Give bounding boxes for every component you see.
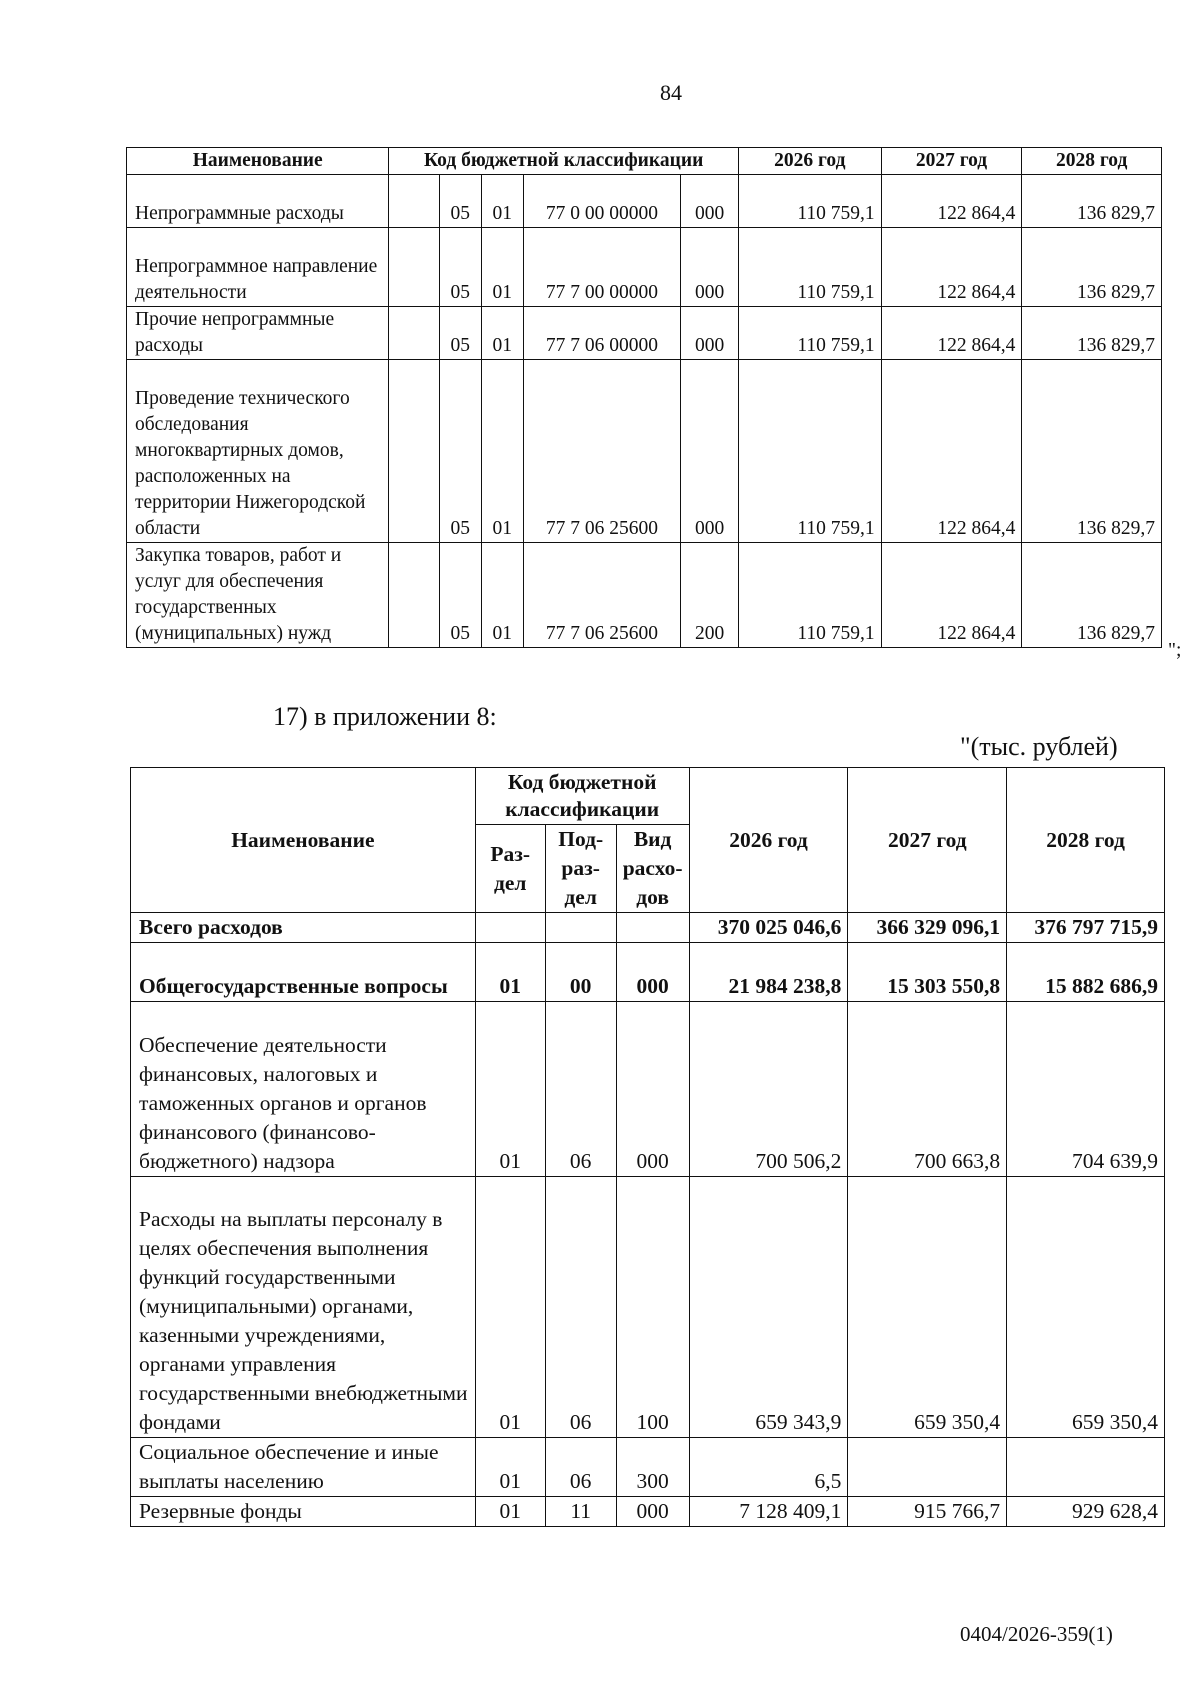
table-header-row (131, 768, 1165, 825)
row-name: Общегосударственные вопросы (131, 943, 476, 1002)
appendix-8-table (130, 767, 1165, 1527)
row-name: Проведение технического обследования многоквартирных домов, расположенных на территории Нижегородской области (127, 360, 389, 543)
value-2028 (1007, 1438, 1165, 1497)
row-name: Социальное обеспечение и иные выплаты населению (131, 1438, 476, 1497)
value-2027: 122 864,4 (881, 543, 1022, 648)
value-2028: 136 829,7 (1022, 175, 1162, 228)
value-2027: 122 864,4 (881, 175, 1022, 228)
table-row-total (131, 913, 1165, 943)
subsection-code: 01 (481, 175, 523, 228)
header-code-group: Код бюджетной классификации (475, 768, 689, 825)
header-subsection: Под- раз- дел (545, 825, 616, 913)
table-row (127, 228, 1162, 307)
value-2027 (848, 1438, 1007, 1497)
row-name: Непрограммные расходы (127, 175, 389, 228)
header-code: Код бюджетной классификации (389, 148, 739, 175)
expense-kind-code: 000 (681, 360, 739, 543)
table-row (127, 543, 1162, 648)
row-name: Непрограммное направление деятельности (127, 228, 389, 307)
value-2026: 700 506,2 (689, 1002, 848, 1177)
value-2027: 915 766,7 (848, 1497, 1007, 1527)
target-code: 77 7 06 25600 (523, 543, 680, 648)
header-name: Наименование (127, 148, 389, 175)
table-row (127, 360, 1162, 543)
empty-cell (389, 360, 439, 543)
subsection-code: 01 (481, 307, 523, 360)
value-2027: 122 864,4 (881, 307, 1022, 360)
value-2027: 659 350,4 (848, 1177, 1007, 1438)
header-2027: 2027 год (881, 148, 1022, 175)
section-code (475, 913, 545, 943)
expense-kind-code: 000 (681, 175, 739, 228)
value-2027: 700 663,8 (848, 1002, 1007, 1177)
subsection-code: 06 (545, 1177, 616, 1438)
value-2026: 110 759,1 (738, 175, 881, 228)
value-2026: 110 759,1 (738, 543, 881, 648)
header-section: Раз- дел (475, 825, 545, 913)
row-name: Закупка товаров, работ и услуг для обеспечения государственных (муниципальных) нужд (127, 543, 389, 648)
header-name: Наименование (131, 768, 476, 913)
value-2027: 15 303 550,8 (848, 943, 1007, 1002)
value-2028: 659 350,4 (1007, 1177, 1165, 1438)
units-label: "(тыс. рублей) (960, 732, 1118, 761)
value-2028: 704 639,9 (1007, 1002, 1165, 1177)
target-code: 77 7 06 00000 (523, 307, 680, 360)
value-2028: 136 829,7 (1022, 307, 1162, 360)
header-2028: 2028 год (1007, 768, 1165, 913)
expense-kind-code: 300 (616, 1438, 689, 1497)
empty-cell (389, 228, 439, 307)
expense-kind-code: 000 (681, 228, 739, 307)
value-2028: 929 628,4 (1007, 1497, 1165, 1527)
table-row (131, 1438, 1165, 1497)
section-code: 01 (475, 1497, 545, 1527)
section-code: 01 (475, 1438, 545, 1497)
value-2028: 136 829,7 (1022, 228, 1162, 307)
value-2028: 136 829,7 (1022, 543, 1162, 648)
row-name: Резервные фонды (131, 1497, 476, 1527)
value-2026: 110 759,1 (738, 228, 881, 307)
section-code: 05 (439, 307, 481, 360)
document-code: 0404/2026-359(1) (960, 1622, 1113, 1646)
table-row (127, 175, 1162, 228)
value-2026: 7 128 409,1 (689, 1497, 848, 1527)
table-row (131, 1002, 1165, 1177)
expense-kind-code: 000 (616, 1497, 689, 1527)
subsection-code: 00 (545, 943, 616, 1002)
row-name: Обеспечение деятельности финансовых, налоговых и таможенных органов и органов финансового (финансово-бюджетного) надзора (131, 1002, 476, 1177)
table-header-row (127, 148, 1162, 175)
subsection-code: 01 (481, 543, 523, 648)
empty-cell (389, 307, 439, 360)
value-2026: 21 984 238,8 (689, 943, 848, 1002)
value-2028: 376 797 715,9 (1007, 913, 1165, 943)
empty-cell (389, 175, 439, 228)
subsection-code: 06 (545, 1438, 616, 1497)
table-row (131, 1177, 1165, 1438)
empty-cell (389, 543, 439, 648)
header-2026: 2026 год (738, 148, 881, 175)
section-code: 01 (475, 943, 545, 1002)
subsection-code (545, 913, 616, 943)
section-code: 05 (439, 360, 481, 543)
subsection-code: 11 (545, 1497, 616, 1527)
table-row (131, 943, 1165, 1002)
value-2027: 122 864,4 (881, 360, 1022, 543)
expense-kind-code: 000 (681, 307, 739, 360)
target-code: 77 0 00 00000 (523, 175, 680, 228)
header-2028: 2028 год (1022, 148, 1162, 175)
expense-kind-code (616, 913, 689, 943)
value-2026: 6,5 (689, 1438, 848, 1497)
page-number: 84 (660, 80, 682, 105)
value-2027: 122 864,4 (881, 228, 1022, 307)
section-code: 01 (475, 1177, 545, 1438)
row-name: Расходы на выплаты персоналу в целях обеспечения выполнения функций государственными (муниципальными) органами, казенными учреждениями, органами управления государственными внебюджетными фондами (131, 1177, 476, 1438)
header-2026: 2026 год (689, 768, 848, 913)
subsection-code: 01 (481, 228, 523, 307)
value-2028: 136 829,7 (1022, 360, 1162, 543)
section-code: 05 (439, 543, 481, 648)
closing-quote: "; (1168, 640, 1182, 661)
value-2026: 659 343,9 (689, 1177, 848, 1438)
row-name: Прочие непрограммные расходы (127, 307, 389, 360)
subsection-code: 01 (481, 360, 523, 543)
row-name: Всего расходов (131, 913, 476, 943)
value-2026: 110 759,1 (738, 307, 881, 360)
expense-kind-code: 000 (616, 943, 689, 1002)
target-code: 77 7 06 25600 (523, 360, 680, 543)
section-heading: 17) в приложении 8: (273, 702, 497, 731)
section-code: 01 (475, 1002, 545, 1177)
section-code: 05 (439, 228, 481, 307)
subsection-code: 06 (545, 1002, 616, 1177)
value-2026: 110 759,1 (738, 360, 881, 543)
expense-kind-code: 200 (681, 543, 739, 648)
expense-kind-code: 100 (616, 1177, 689, 1438)
table-row (131, 1497, 1165, 1527)
target-code: 77 7 00 00000 (523, 228, 680, 307)
table-row (127, 307, 1162, 360)
header-2027: 2027 год (848, 768, 1007, 913)
section-code: 05 (439, 175, 481, 228)
value-2028: 15 882 686,9 (1007, 943, 1165, 1002)
header-expense-kind: Вид расхо- дов (616, 825, 689, 913)
value-2026: 370 025 046,6 (689, 913, 848, 943)
expense-kind-code: 000 (616, 1002, 689, 1177)
value-2027: 366 329 096,1 (848, 913, 1007, 943)
budget-table-continuation (126, 147, 1162, 648)
